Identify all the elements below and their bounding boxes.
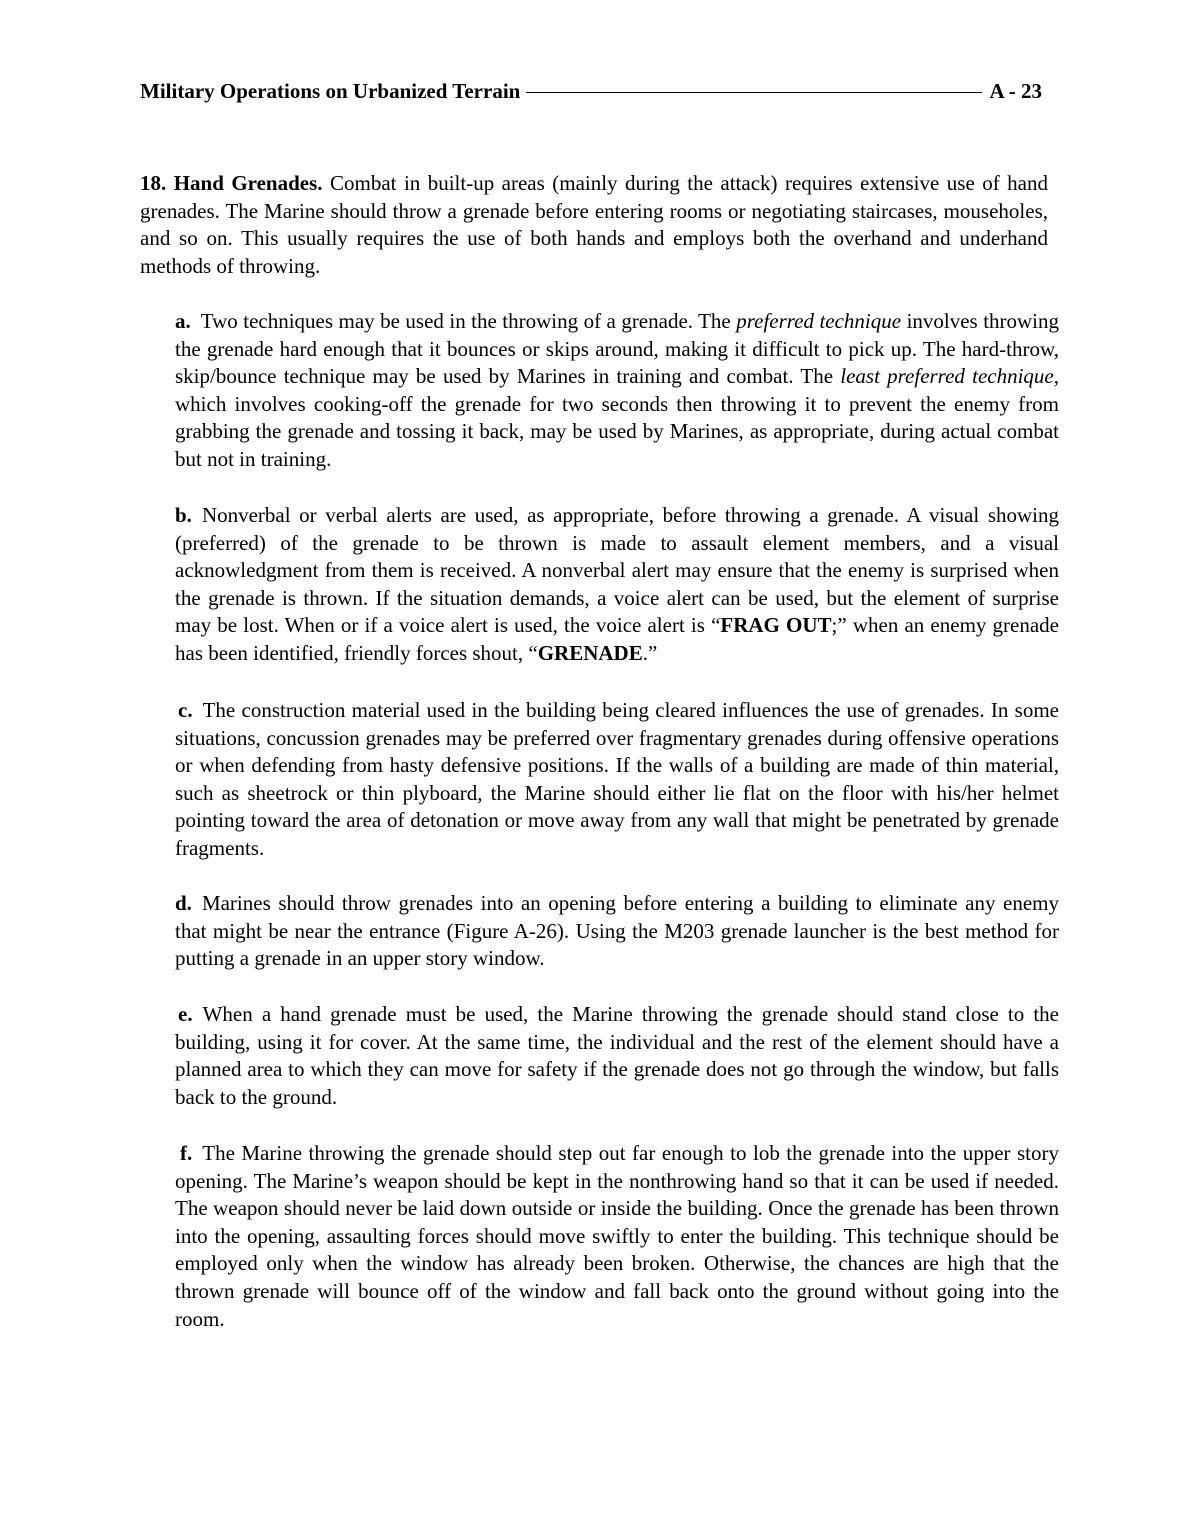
paragraph-a-text-2: involves throwing the grenade hard enough that it bounces or skips around, making it difficult to pick up. The hard-throw, skip/bounce technique may be used by Marines in training and combat. The <box>175 309 1060 389</box>
section-body: Combat in built-up areas (mainly during the attack) requires extensive use of hand grenades. The Marine should throw a grenade before entering rooms or negotiating staircases, mouseholes, and so on. This usually requires the use of both hands and employs both the overhand and underhand methods of throwing. <box>140 171 1048 278</box>
section-hand-grenades <box>140 170 1048 280</box>
document-title: Military Operations on Urbanized Terrain <box>140 79 521 103</box>
grenade-callout: GRENADE <box>537 640 643 665</box>
paragraph-a <box>175 308 1059 474</box>
paragraph-b-text-2: ;” when an enemy grenade has been identified, friendly forces shout, “ <box>175 613 1060 665</box>
paragraph-e <box>175 1001 1059 1111</box>
page-number: A - 23 <box>989 79 1042 103</box>
paragraph-c-text: The construction material used in the building being cleared influences the use of grenades. In some situations, concussion grenades may be preferred over fragmentary grenades during offensive operations or when defending from hasty defensive positions. If the walls of a building are made of thin material, such as sheetrock or thin plyboard, the Marine should either lie flat on the floor with his/her helmet pointing toward the area of detonation or move away from any wall that might be penetrated by grenade fragments. <box>175 698 1059 860</box>
paragraph-f-letter: f. <box>180 1141 193 1165</box>
paragraph-b-text-1: Nonverbal or verbal alerts are used, as appropriate, before throwing a grenade. A visual showing (preferred) of the grenade to be thrown is made to assault element members, and a visual acknowledgment from them is received. A nonverbal alert may ensure that the enemy is surprised when the grenade is thrown. If the situation demands, a voice alert can be used, but the element of surprise may be lost. When or if a voice alert is used, the voice alert is “ <box>175 503 1059 638</box>
paragraph-a-text-1: Two techniques may be used in the throwing of a grenade. The <box>200 309 731 333</box>
paragraph-a-text-3: , which involves cooking-off the grenade for two seconds then throwing it to prevent the enemy from grabbing the grenade and tossing it back, may be used by Marines, as appropriate, during actual combat but not in training. <box>175 364 1059 471</box>
paragraph-d-letter: d. <box>175 891 192 915</box>
paragraph-a-letter: a. <box>175 309 191 333</box>
paragraph-b-text-3: .” <box>642 640 658 665</box>
paragraph-d <box>175 890 1059 973</box>
paragraph-d-text: Marines should throw grenades into an opening before entering a building to eliminate any enemy that might be near the entrance (Figure A-26). Using the M203 grenade launcher is the best method for putting a grenade in an upper story window. <box>175 891 1059 971</box>
paragraph-e-text: When a hand grenade must be used, the Marine throwing the grenade should stand close to the building, using it for cover. At the same time, the individual and the rest of the element should have a planned area to which they can move for safety if the grenade does not go through the window, but falls back to the ground. <box>175 1002 1059 1109</box>
paragraph-e-letter: e. <box>178 1002 193 1026</box>
paragraph-f-text: The Marine throwing the grenade should step out far enough to lob the grenade into the upper story opening. The Marine’s weapon should be kept in the nonthrowing hand so that it can be used if needed. The weapon should never be laid down outside or inside the building. Once the grenade has been thrown into the opening, assaulting forces should move swiftly to enter the building. This technique should be employed only when the window has already been broken. Otherwise, the chances are high that the thrown grenade will bounce off of the window and fall back onto the ground without going into the room. <box>175 1141 1059 1331</box>
header-rule <box>526 92 981 93</box>
least-preferred-technique-term: least preferred technique <box>840 364 1054 389</box>
frag-out-callout: FRAG OUT <box>720 613 832 638</box>
paragraph-b <box>175 502 1059 668</box>
paragraph-c-letter: c. <box>178 698 193 722</box>
paragraph-f <box>175 1140 1059 1333</box>
preferred-technique-term: preferred technique <box>736 309 902 333</box>
paragraph-c <box>175 697 1059 863</box>
section-heading: 18. Hand Grenades. <box>140 171 323 195</box>
page-header <box>140 78 1042 104</box>
paragraph-b-letter: b. <box>175 503 192 527</box>
